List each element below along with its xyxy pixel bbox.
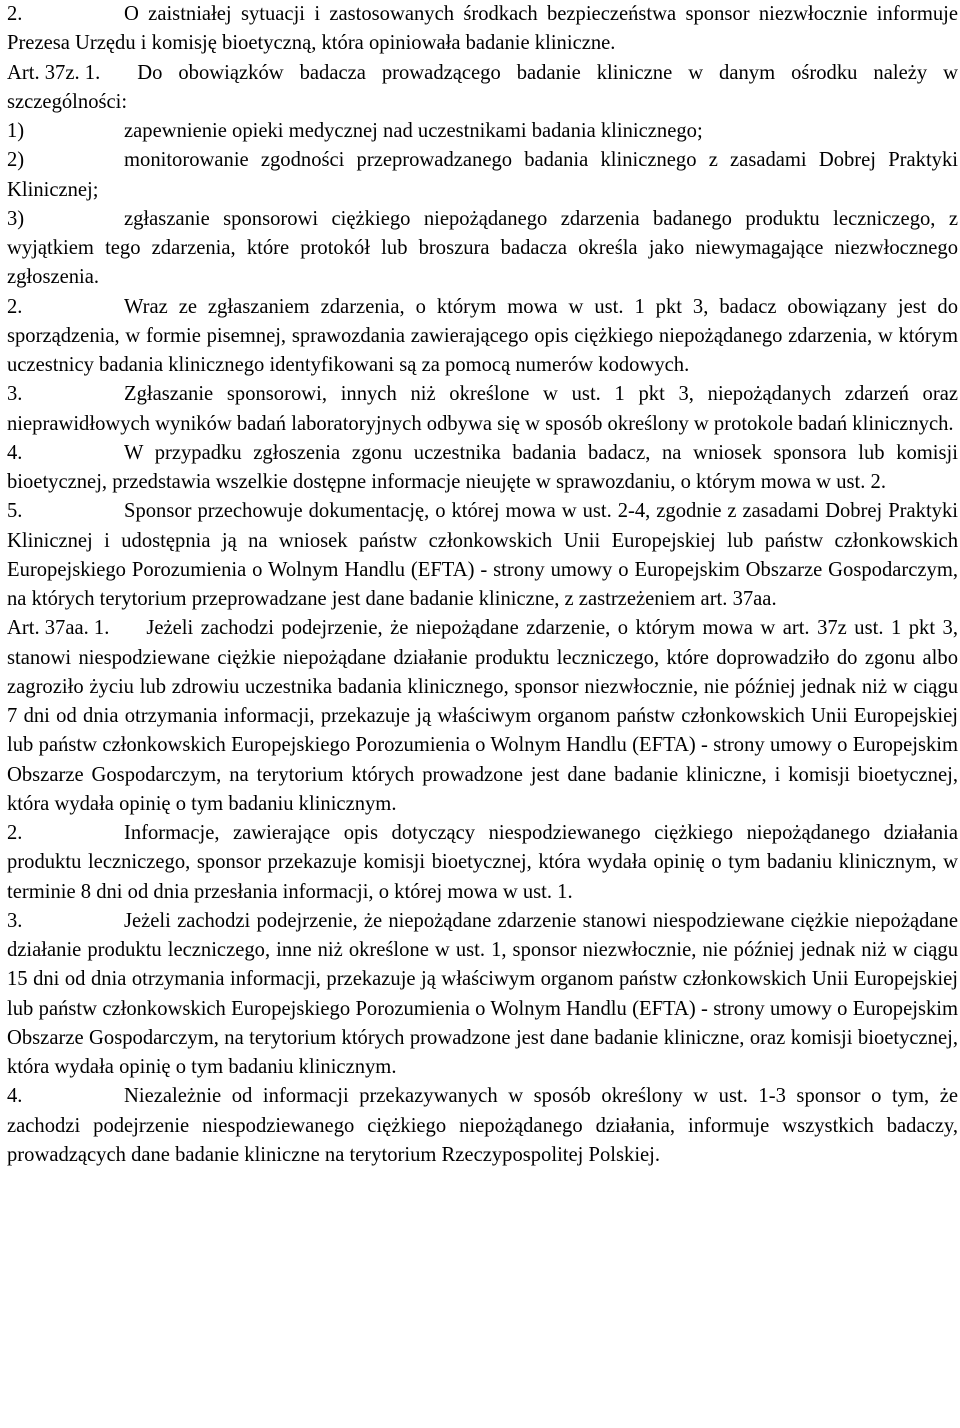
document-page xyxy=(7,0,958,1170)
list-text: zgłaszanie sponsorowi ciężkiego niepożądanego zdarzenia badanego produktu leczniczego, z wyjątkiem tego zdarzenia, które protokół lub broszura badacza określa jako niewymagające niezwłocznego zgłoszenia. xyxy=(7,207,958,289)
paragraph-number: 3. xyxy=(7,909,23,932)
paragraph-ust-2-reporting xyxy=(7,0,958,59)
paragraph-text: Jeżeli zachodzi podejrzenie, że niepożądane zdarzenie, o którym mowa w art. 37z ust. 1 pkt 3, stanowi niespodziewane ciężkie niepożądane działanie produktu leczniczego, które doprowadziło do zgonu albo zagroziło życiu lub zdrowiu uczestnika badania klinicznego, sponsor niezwłocznie, nie później jednak niż w ciągu 7 dni od dnia otrzymania informacji, przekazuje ją właściwym organom państw członkowskich Unii Europejskiej lub państw członkowskich Europejskiego Porozumienia o Wolnym Handlu (EFTA) - strony umowy o Europejskim Obszarze Gospodarczym, na terytorium których prowadzone jest dane badanie kliniczne, i komisji bioetycznej, która wydała opinię o tym badaniu klinicznym. xyxy=(7,617,958,815)
article-number: Art. 37aa. 1. xyxy=(7,617,110,640)
paragraph-ust-3 xyxy=(7,380,958,439)
paragraph-37aa-ust-3 xyxy=(7,907,958,1083)
paragraph-37aa-ust-4 xyxy=(7,1082,958,1170)
paragraph-ust-5 xyxy=(7,497,958,614)
paragraph-number: 2. xyxy=(7,3,23,25)
list-item-3 xyxy=(7,205,958,293)
paragraph-number: 4. xyxy=(7,1085,23,1108)
paragraph-number: 2. xyxy=(7,822,23,844)
paragraph-number: 2. xyxy=(7,295,23,318)
article-37aa-heading xyxy=(7,614,958,819)
paragraph-number: 5. xyxy=(7,500,23,523)
list-text: monitorowanie zgodności przeprowadzanego badania klinicznego z zasadami Dobrej Praktyki Klinicznej; xyxy=(7,149,958,201)
paragraph-text: Jeżeli zachodzi podejrzenie, że niepożądane zdarzenie stanowi niespodziewane ciężkie niepożądane działanie produktu leczniczego, inne niż określone w ust. 1, sponsor niezwłocznie, nie później jednak niż w ciągu 15 dni od dnia otrzymania informacji, przekazuje ją właściwym organom państw członkowskich Unii Europejskiej lub państw członkowskich Europejskiego Porozumienia o Wolnym Handlu (EFTA) - strony umowy o Europejskim Obszarze Gospodarczym, na terytorium których prowadzone jest dane badanie kliniczne, oraz komisji bioetycznej, która wydała opinię o tym badaniu klinicznym. xyxy=(7,909,958,1078)
paragraph-text: Wraz ze zgłaszaniem zdarzenia, o którym mowa w ust. 1 pkt 3, badacz obowiązany jest do sporządzenia, w formie pisemnej, sprawozdania zawierającego opis ciężkiego niepożądanego zdarzenia, w którym uczestnicy badania klinicznego identyfikowani są za pomocą numerów kodowych. xyxy=(7,295,958,376)
paragraph-number: 3. xyxy=(7,383,23,406)
list-number: 3) xyxy=(7,207,25,230)
list-item-1 xyxy=(7,117,958,146)
list-number: 1) xyxy=(7,120,25,142)
paragraph-text: W przypadku zgłoszenia zgonu uczestnika badania badacz, na wniosek sponsora lub komisji bioetycznej, przedstawia wszelkie dostępne informacje nieujęte w sprawozdaniu, o którym mowa w ust. 2. xyxy=(7,441,958,493)
list-number: 2) xyxy=(7,149,25,172)
article-number: Art. 37z. 1. xyxy=(7,61,101,84)
paragraph-text: Informacje, zawierające opis dotyczący niespodziewanego ciężkiego niepożądanego działania produktu leczniczego, sponsor przekazuje komisji bioetycznej, która wydała opinię o tym badaniu klinicznym, w terminie 8 dni od dnia przesłania informacji, o której mowa w ust. 1. xyxy=(7,822,958,903)
paragraph-number: 4. xyxy=(7,441,23,464)
paragraph-ust-4 xyxy=(7,439,958,498)
paragraph-text: Do obowiązków badacza prowadzącego badanie kliniczne w danym ośrodku należy w szczególności: xyxy=(7,61,958,113)
paragraph-text: Zgłaszanie sponsorowi, innych niż określone w ust. 1 pkt 3, niepożądanych zdarzeń oraz nieprawidłowych wyników badań laboratoryjnych odbywa się w sposób określony w protokole badań klinicznych. xyxy=(7,383,958,435)
list-text: zapewnienie opieki medycznej nad uczestnikami badania klinicznego; xyxy=(124,120,703,142)
paragraph-37aa-ust-2 xyxy=(7,819,958,907)
paragraph-ust-2-report-form xyxy=(7,293,958,381)
paragraph-text: Niezależnie od informacji przekazywanych w sposób określony w ust. 1-3 sponsor o tym, że zachodzi podejrzenie niespodziewanego ciężkiego niepożądanego działania, informuje wszystkich badaczy, prowadzących dane badanie kliniczne na terytorium Rzeczypospolitej Polskiej. xyxy=(7,1085,958,1166)
article-37z-heading xyxy=(7,59,958,118)
paragraph-text: O zaistniałej sytuacji i zastosowanych środkach bezpieczeństwa sponsor niezwłocznie informuje Prezesa Urzędu i komisję bioetyczną, która opiniowała badanie kliniczne. xyxy=(7,3,958,55)
paragraph-text: Sponsor przechowuje dokumentację, o której mowa w ust. 2-4, zgodnie z zasadami Dobrej Praktyki Klinicznej i udostępnia ją na wniosek państw członkowskich Unii Europejskiej lub państw członkowskich Europejskiego Porozumienia o Wolnym Handlu (EFTA) - strony umowy o Europejskim Obszarze Gospodarczym, na których terytorium przeprowadzane jest dane badanie kliniczne, z zastrzeżeniem art. 37aa. xyxy=(7,500,958,610)
list-item-2 xyxy=(7,146,958,205)
